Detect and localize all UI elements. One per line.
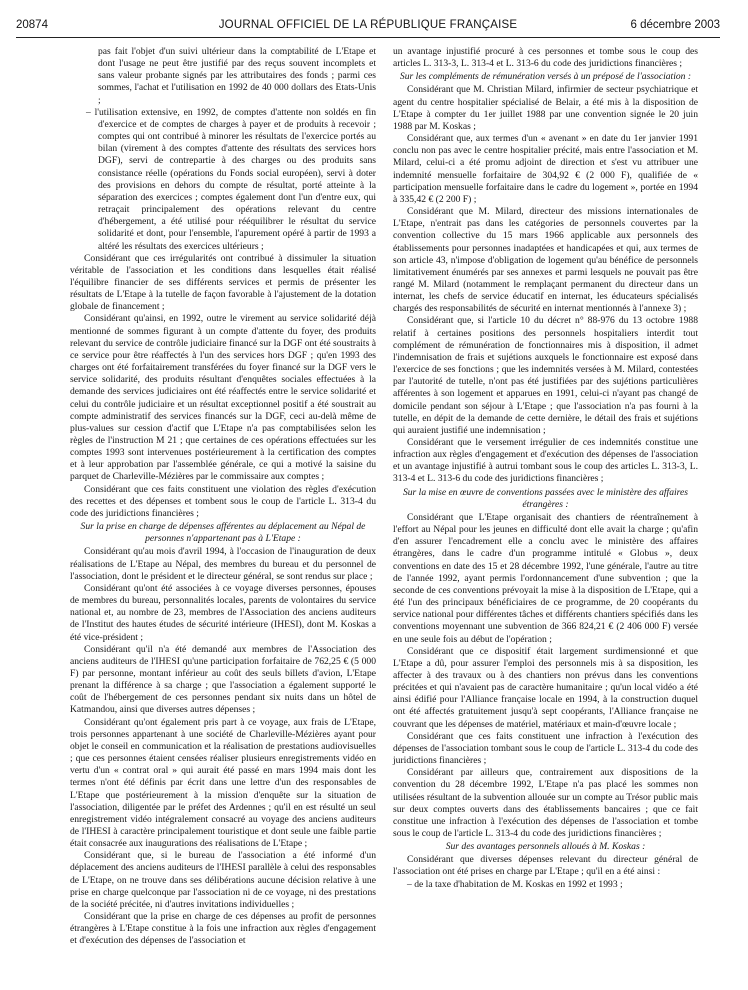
paragraph: Considérant que M. Milard, directeur des missions internationales de L'Etape, n'entrait pas dans les catégories de personnels couvertes par la convention collective du 15 mars 1966 applicable aux personnels des établissements pour personnes inadaptées et handicapées et qui, aux termes de son article 43, n'impose d'obligation de logement qu'au bénéfice de personnels limitativement énumérés par ses annexes et parmi lesquels ne pouvait pas être rangé M. Milard (notamment le remplaçant permanent du directeur dans un internat, les chefs de service éducatif en internat, les éducateurs spécialisés chargés des responsabilités de sécurité en internat mentionnés à l'annexe 3) ;: [393, 206, 698, 315]
paragraph: Considérant que, si l'article 10 du décret n° 88-976 du 13 octobre 1988 relatif à certaines positions des personnels hospitaliers interdit tout complément de rémunération de fonctionnaires mis à disposition, il admet l'indemnisation de frais et sujétions auxquels le fonctionnaire est exposé dans l'exercice de ses fonctions ; que les indemnités versées à M. Milard, contestées par l'autorité de tutelle, n'ont pas été justifiées par des sujétions particulières afférentes à son logement et apparues en 1991, celui-ci n'ayant pas changé de domicile pendant son séjour à L'Etape ; que l'association n'a pas fourni à la tutelle, en dépit de la demande de cette dernière, le détail des frais et sujétions qui auraient justifié une indemnisation ;: [393, 315, 698, 436]
section-heading: Sur les compléments de rémunération versés à un préposé de l'association :: [399, 71, 692, 83]
paragraph: Considérant qu'ainsi, en 1992, outre le virement au service solidarité déjà mentionné de sommes figurant à un compte d'attente du foyer, des produits relevant du service de contrôle judiciaire financé sur la DGF ont été soustraits à ce service pour être réaffectés à l'un des services hors DGF ; qu'en 1993 des charges ont été forfaitairement transférées du foyer financé sur la DGF vers le service solidarité, des produits résultant d'enquêtes sociales effectuées à la demande des services judiciaires ont été réaffectés entre le service solidarité et celui du contrôle judiciaire et un résultat exceptionnel positif a été soustrait au compte administratif des services financés sur la DGF, ceci au-delà même de plus-values sur cession d'actif que L'Etape n'a pas comptabilisées selon les règles de l'instruction M 21 ; que certaines de ces opérations effectuées sur les comptes 1993 sont intervenues postérieurement à la certification des comptes et à leur approbation par l'assemblée générale, ce qui a motivé la saisine du parquet de Charleville-Mézières par le commissaire aux comptes ;: [70, 313, 376, 483]
section-heading: Sur la mise en œuvre de conventions passées avec le ministère des affaires étrangères :: [402, 486, 689, 510]
paragraph: Considérant que la prise en charge de ces dépenses au profit de personnes étrangères à L'Etape constitue à la fois une infraction aux règles d'engagement et d'exécution des dépenses de l'association et: [70, 911, 376, 947]
paragraph: Considérant que diverses dépenses relevant du directeur général de l'association ont été prises en charge par L'Etape ; qu'il en a été ainsi :: [393, 854, 698, 878]
page-number: 20874: [16, 19, 48, 31]
paragraph: Considérant qu'ont été associées à ce voyage diverses personnes, épouses de membres du bureau, personnalités locales, parents de volontaires du service national et, au nombre de 23, membres de l'Association des anciens auditeurs de l'Institut des hautes études de sécurité intérieure (IHESI), dont M. Koskas a été vice-président ;: [70, 582, 376, 643]
paragraph: Considérant par ailleurs que, contrairement aux dispositions de la convention du 28 décembre 1992, L'Etape n'a pas placé les sommes non utilisées résultant de la subvention allouée sur un compte au Trésor public mais sur deux comptes ouverts dans des établissements bancaires ; que ce fait constitue une infraction à l'exécution des dépenses de l'association et tombe sous le coup de l'article L. 313-4 du code des juridictions financières ;: [393, 767, 698, 839]
paragraph: Considérant que, aux termes d'un « avenant » en date du 1er janvier 1991 conclu non pas avec le centre hospitalier précité, mais entre l'association et M. Milard, celui-ci a été promu adjoint de direction et s'est vu attribuer une indemnité mensuelle forfaitaire de 304,92 € (2 000 F), qualifiée de « participation mensuelle forfaitaire dans le cadre du logement », portée en 1994 à 335,42 € (2 200 F) ;: [393, 133, 698, 205]
paragraph: Considérant que le versement irrégulier de ces indemnités constitue une infraction aux règles d'engagement et d'exécution des dépenses de l'association et un avantage injustifié à autrui tombant sous le coup des articles L. 313-3, L. 313-4 et L. 313-6 du code des juridictions financières ;: [393, 437, 698, 485]
list-item: – l'utilisation extensive, en 1992, de comptes d'attente non soldés en fin d'exercice et de comptes de charges à payer et de produits à recevoir ; comptes qui ont contribué à minorer les résultats de l'exercice portés au bilan (virement à des comptes d'attente des résultats des services hors DGF), servi de contrepartie à des charges ou des produits sans consistance réelle (opérations du Fonds social européen), servi à doter des provisions en dehors du compte de résultat, porté atteinte à la séparation des exercices ; comptes également dont l'un d'entre eux, qui retraçait principalement des opérations relevant du centre d'hébergement, a été utilisé pour rééquilibrer le résultat du service solidarité et dont, pour l'ensemble, l'apurement opéré à partir de 1993 a altéré les résultats des exercices ultérieurs ;: [86, 106, 376, 252]
paragraph: Considérant que L'Etape organisait des chantiers de réentraînement à l'effort au Népal pour les jeunes en difficulté dont elle avait la charge ; qu'afin d'en assurer l'encadrement elle a conclu avec le ministère des affaires étrangères, dans le cadre d'un programme intitulé « Globus », deux conventions en date des 15 et 28 décembre 1992, l'une générale, l'autre au titre de l'année 1992, ayant permis l'ordonnancement d'une subvention ; que la seconde de ces conventions prévoyait la mise à la disposition de L'Etape, qui a été l'un des principaux bénéficiaires de ce programme, de 20 coopérants du service national pour différentes tâches et différents chantiers spécifiés dans les conventions moyennant une subvention de 366 824,21 € (2 406 000 F) versée en une seule fois au début de l'opération ;: [393, 511, 698, 645]
publication-date: 6 décembre 2003: [630, 19, 720, 31]
section-heading: Sur la prise en charge de dépenses afférentes au déplacement au Népal de personnes n'appartenant pas à L'Etape :: [80, 521, 366, 545]
paragraph: Considérant que M. Christian Milard, infirmier de secteur psychiatrique et agent du centre hospitalier spécialisé de Belair, a été mis à la disposition de L'Etape à compter du 1er juillet 1988 par une convention signée le 20 juin 1988 par M. Koskas ;: [393, 84, 698, 132]
paragraph: – de la taxe d'habitation de M. Koskas en 1992 et 1993 ;: [407, 878, 623, 890]
page-header: [16, 18, 720, 34]
paragraph: Considérant que ces faits constituent une violation des règles d'exécution des recettes et des dépenses et tombent sous le coup de l'article L. 313-4 du code des juridictions financières ;: [70, 483, 376, 519]
paragraph: un avantage injustifié procuré à ces personnes et tombe sous le coup des articles L. 313-3, L. 313-4 et L. 313-6 du code des juridictions financières ;: [393, 46, 698, 70]
paragraph: Considérant que ces faits constituent une infraction à l'exécution des dépenses de l'association tombant sous le coup de l'article L. 313-4 du code des juridictions financières ;: [393, 730, 698, 767]
header-rule: [16, 37, 720, 38]
paragraph: pas fait l'objet d'un suivi ultérieur dans la comptabilité de L'Etape et dont l'usage ne peut être justifié par des reçus souvent incomplets et sans valeur probante signés par les attributaires des fonds ; parmi ces sommes, l'achat et l'utilisation en 1992 de 40 000 dollars des Etats-Unis ;: [98, 46, 376, 106]
paragraph: Considérant que ces irrégularités ont contribué à dissimuler la situation véritable de l'association et les conditions dans lesquelles était réalisé l'équilibre financier de ses différents services et permis de présenter les résultats de L'Etape à la tutelle de façon favorable à l'ajustement de la dotation globale de financement ;: [70, 252, 376, 313]
paragraph: Considérant qu'au mois d'avril 1994, à l'occasion de l'inauguration de deux réalisations de L'Etape au Népal, des membres du bureau et du personnel de l'association, dont le président et le directeur général, se sont rendus sur place ;: [70, 546, 376, 582]
section-heading: Sur des avantages personnels alloués à M. Koskas :: [445, 841, 646, 853]
paragraph: Considérant qu'ont également pris part à ce voyage, aux frais de L'Etape, trois personnes appartenant à une société de Charleville-Mézières ayant pour objet le conseil en communication et la réalisation de prestations audiovisuelles ; que ces personnes étaient censées réaliser plusieurs enregistrements vidéo en vertu d'un « contrat oral » qui aurait été passé en mars 1994 mais dont les termes n'ont été définis par écrit dans une lettre d'un des responsables de L'Etape que postérieurement à la mission d'enquête sur la situation de l'association, diligentée par le préfet des Ardennes ; qu'il en est résulté un seul enregistrement vidéo intégralement consacré au voyage des anciens auditeurs de l'IHESI à caractère principalement touristique et dont seule une faible partie était consacrée aux inaugurations des réalisations de L'Etape ;: [70, 716, 376, 850]
journal-title: JOURNAL OFFICIEL DE LA RÉPUBLIQUE FRANÇAISE: [218, 19, 518, 31]
paragraph: Considérant que ce dispositif était largement surdimensionné et que L'Etape a dû, pour assurer l'emploi des personnels mis à sa disposition, les affecter à des travaux ou à des chantiers non prévus dans les conventions précitées et qui n'avaient pas de caractère humanitaire ; qu'un local vidéo a été ainsi édifié pour l'Alliance française locale en 1994, à la construction duquel ont été affectés gratuitement jusqu'à sept coopérants, l'Alliance française ne couvrant que les dépenses de matériel, matériaux et main-d'œuvre locale ;: [393, 645, 698, 730]
paragraph: Considérant que, si le bureau de l'association a été informé d'un déplacement des anciens auditeurs de l'IHESI parallèle à celui des responsables de L'Etape, on ne trouve dans ses délibérations aucune décision relative à une prise en charge quelconque par l'association ni de ce voyage, ni des prestations de la société précitée, ni d'autres invitations individuelles ;: [70, 850, 376, 910]
paragraph: Considérant qu'il n'a été demandé aux membres de l'Association des anciens auditeurs de l'IHESI qu'une participation forfaitaire de 762,25 € (5 000 F) par personne, montant inférieur au coût des seuls billets d'avion, L'Etape prenant la différence à sa charge ; que l'association a également supporté le coût de l'hébergement de ces personnes pendant six nuits dans un hôtel de Katmandou, ainsi que diverses autres dépenses ;: [70, 643, 376, 716]
right-column: [393, 46, 698, 891]
left-column: [70, 46, 376, 948]
